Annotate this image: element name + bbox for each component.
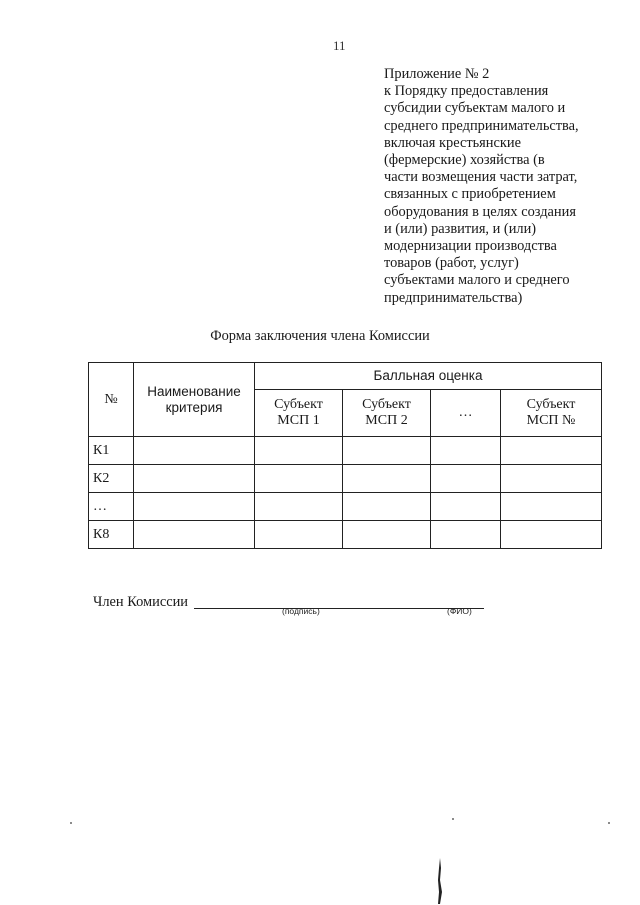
appendix-line: субъектами малого и среднего xyxy=(384,272,570,289)
table-cell[interactable] xyxy=(343,493,431,521)
subject-id: МСП 2 xyxy=(365,413,408,428)
scan-speck xyxy=(452,818,454,820)
table-row xyxy=(89,437,602,465)
row-criterion-code: … xyxy=(89,493,134,521)
appendix-line: включая крестьянские xyxy=(384,134,521,151)
table-cell[interactable] xyxy=(255,465,343,493)
table-row xyxy=(89,521,602,549)
appendix-line: и (или) развития, и (или) xyxy=(384,220,537,237)
appendix-line: (фермерские) хозяйства (в xyxy=(384,152,545,169)
appendix-header xyxy=(384,66,624,307)
form-title: Форма заключения члена Комиссии xyxy=(210,328,430,344)
appendix-line: субсидии субъектам малого и xyxy=(384,100,566,117)
appendix-line: товаров (работ, услуг) xyxy=(384,255,519,272)
table-cell[interactable] xyxy=(134,521,255,549)
header-subject xyxy=(501,390,602,437)
table-cell[interactable] xyxy=(343,437,431,465)
table-cell[interactable] xyxy=(501,437,602,465)
table-cell[interactable] xyxy=(501,521,602,549)
header-criterion xyxy=(134,363,255,437)
table-cell[interactable] xyxy=(431,493,501,521)
name-caption: (ФИО) xyxy=(447,606,472,616)
appendix-line: связанных с приобретением xyxy=(384,186,556,203)
table-cell[interactable] xyxy=(501,465,602,493)
subject-label: Субъект xyxy=(362,397,411,412)
table-cell[interactable] xyxy=(343,465,431,493)
signature-label: Член Комиссии xyxy=(93,594,189,610)
header-score: Балльная оценка xyxy=(255,363,602,390)
header-subject-ellipsis xyxy=(431,390,501,437)
header-subject xyxy=(255,390,343,437)
header-subject xyxy=(343,390,431,437)
appendix-line: модернизации производства xyxy=(384,238,557,255)
table-row xyxy=(89,465,602,493)
appendix-line: Приложение № 2 xyxy=(384,66,490,82)
subject-ellipsis: … xyxy=(458,405,473,420)
table-cell[interactable] xyxy=(343,521,431,549)
table-cell[interactable] xyxy=(431,437,501,465)
table-cell[interactable] xyxy=(134,437,255,465)
table-cell[interactable] xyxy=(431,465,501,493)
appendix-line: к Порядку предоставления xyxy=(384,83,549,100)
table-cell[interactable] xyxy=(431,521,501,549)
header-number: № xyxy=(89,363,134,437)
subject-label: Субъект xyxy=(526,397,576,412)
table-cell[interactable] xyxy=(501,493,602,521)
subject-label: Субъект xyxy=(274,397,323,412)
table-cell[interactable] xyxy=(134,493,255,521)
table-cell[interactable] xyxy=(255,437,343,465)
scan-speck xyxy=(608,822,610,824)
subject-id: МСП 1 xyxy=(277,413,320,428)
appendix-line: оборудования в целях создания xyxy=(384,203,576,220)
appendix-line: предпринимательства) xyxy=(384,289,523,306)
appendix-line: части возмещения части затрат, xyxy=(384,169,578,186)
table-cell[interactable] xyxy=(255,521,343,549)
row-criterion-code: К1 xyxy=(89,437,134,465)
table-cell[interactable] xyxy=(134,465,255,493)
signature-caption: (подпись) xyxy=(282,606,320,616)
header-criterion-line2: критерия xyxy=(165,399,223,415)
appendix-line: среднего предпринимательства, xyxy=(384,117,579,134)
row-criterion-code: К8 xyxy=(89,521,134,549)
subject-id: МСП № xyxy=(526,413,576,428)
table-row xyxy=(89,493,602,521)
page-number: 11 xyxy=(333,38,346,53)
signature-line[interactable] xyxy=(194,608,484,609)
row-criterion-code: К2 xyxy=(89,465,134,493)
pen-mark xyxy=(436,858,444,904)
criteria-table xyxy=(88,362,602,549)
table-cell[interactable] xyxy=(255,493,343,521)
scan-speck xyxy=(70,822,72,824)
header-criterion-line1: Наименование xyxy=(147,383,241,399)
